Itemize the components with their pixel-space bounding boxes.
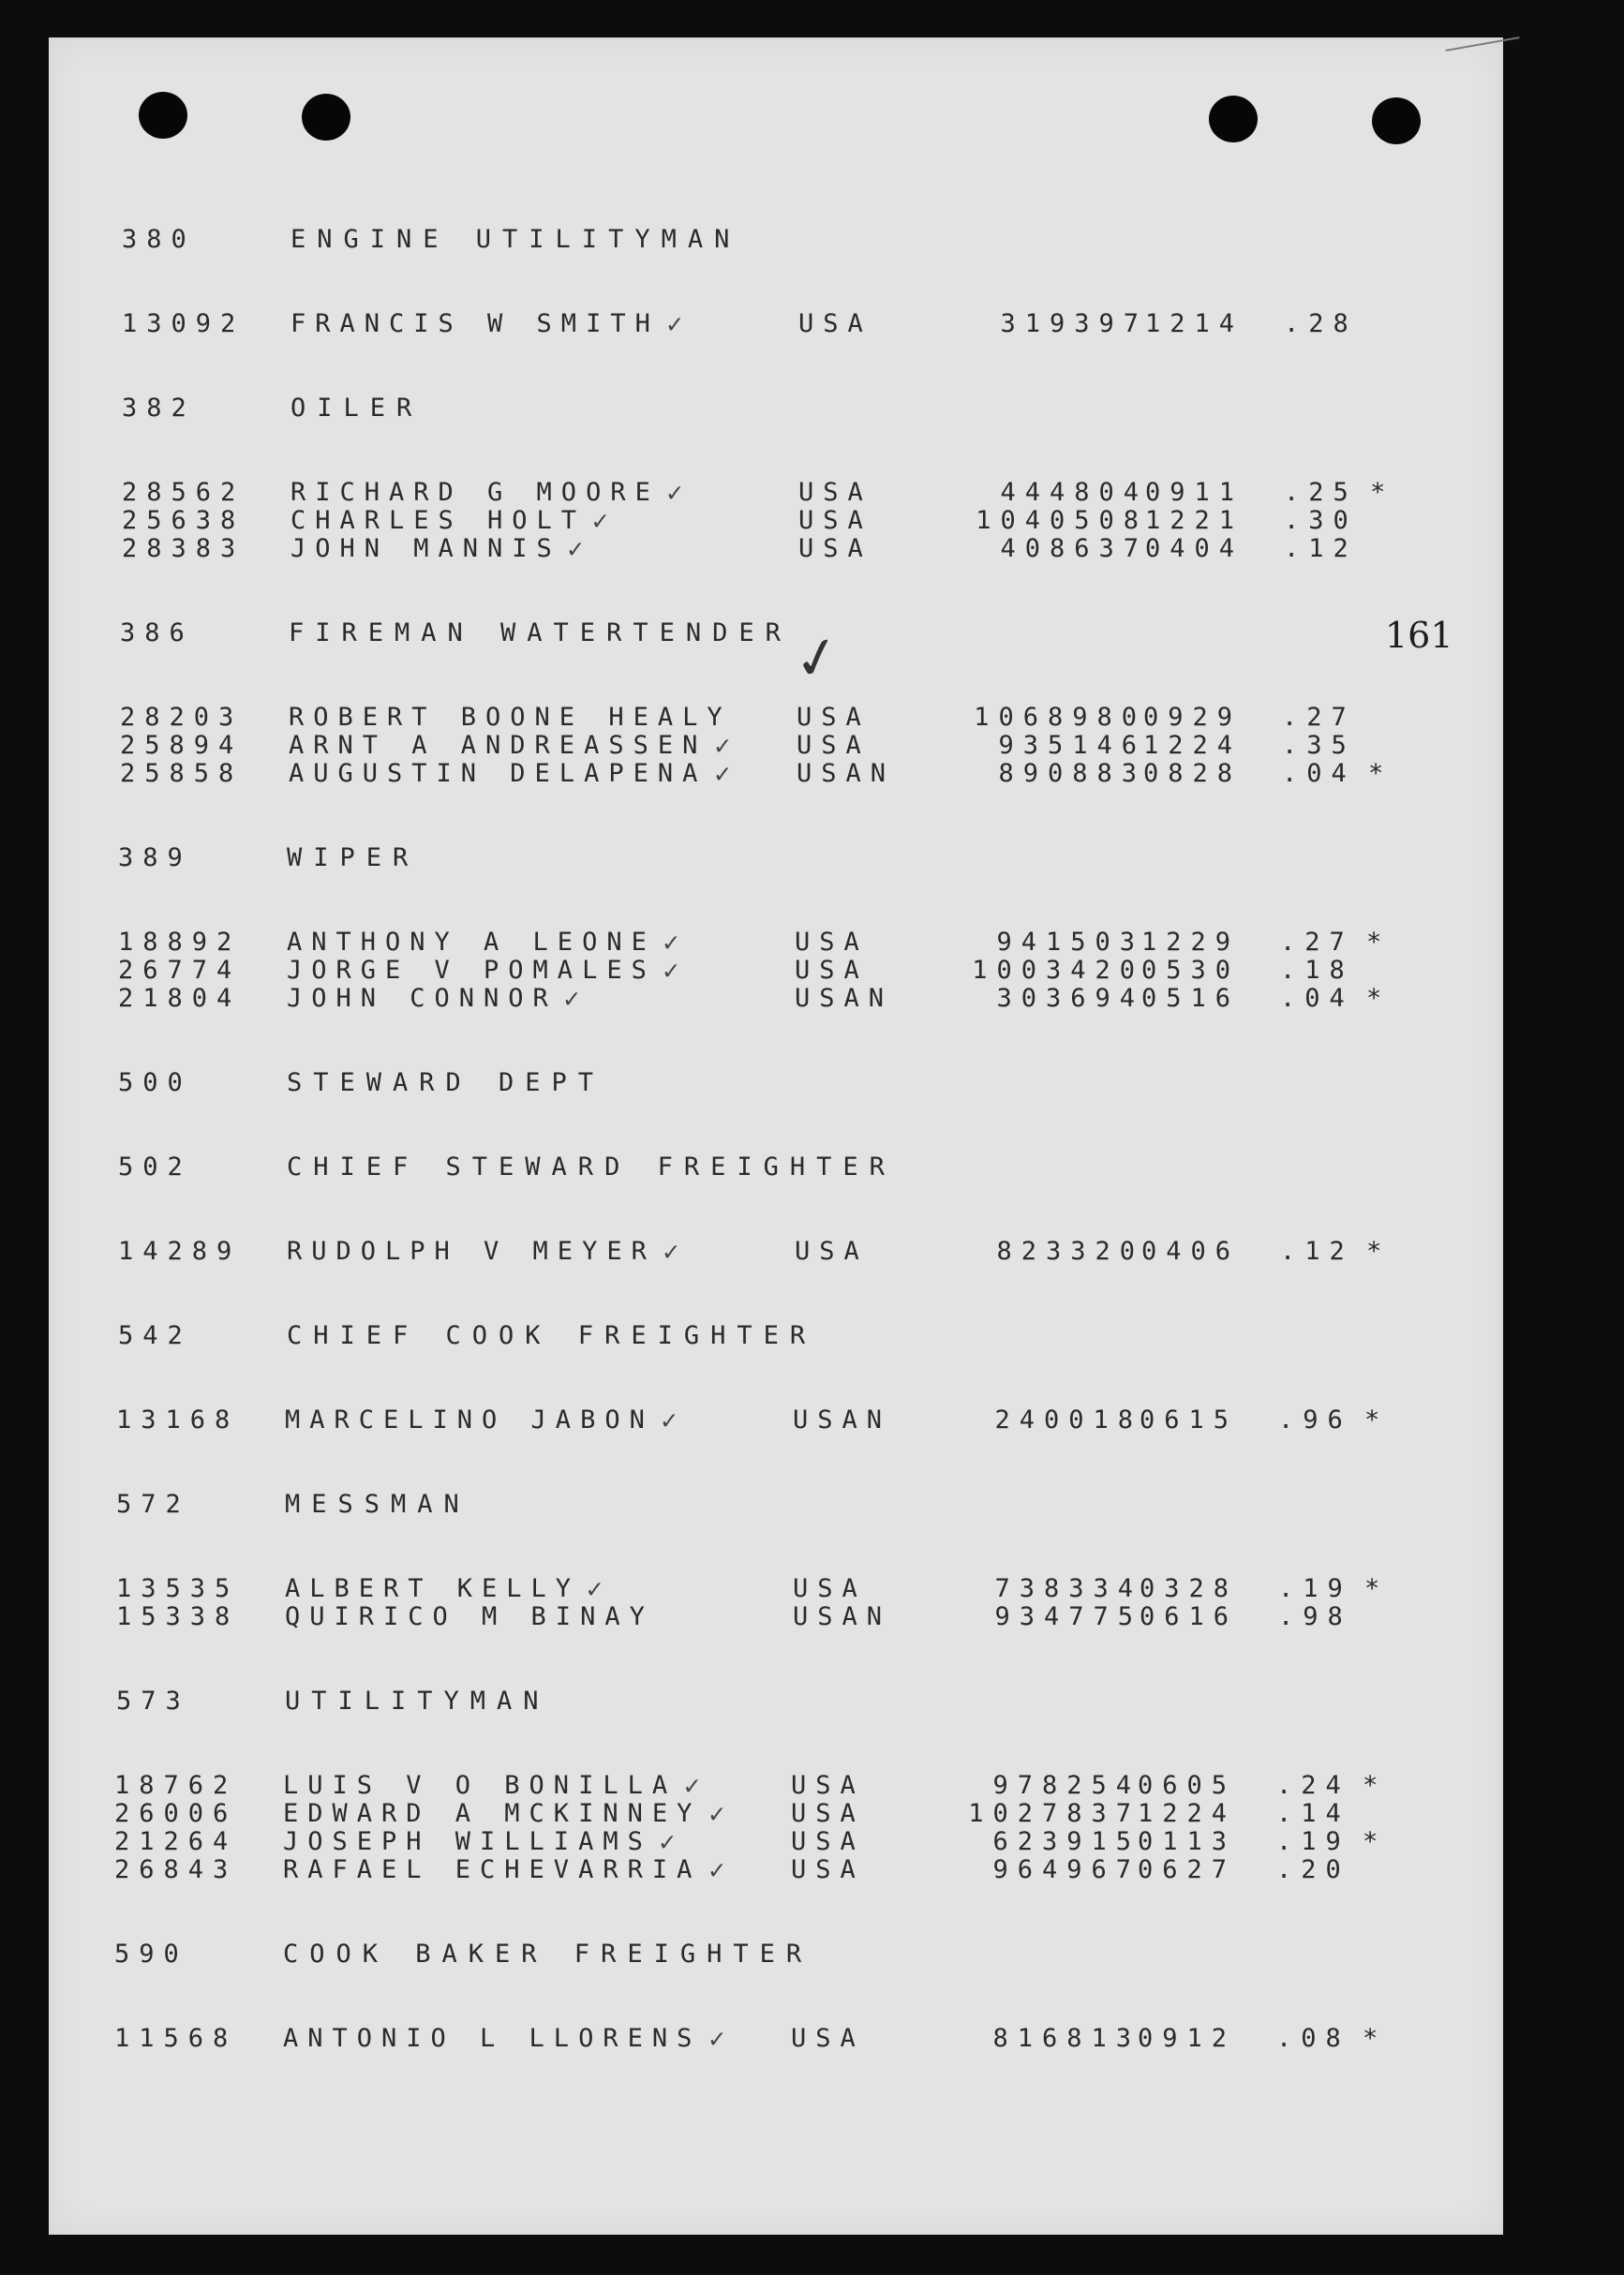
checkmark-icon: ✓ (714, 758, 731, 789)
document-number: 1040508 (976, 506, 1148, 535)
document-number: 1027837 (968, 1799, 1140, 1828)
crew-name: CHARLES HOLT (291, 506, 587, 535)
amount: .35 (1282, 731, 1356, 760)
amount: .04 (1280, 984, 1354, 1013)
date-code: 0328 (1140, 1574, 1239, 1603)
nationality: USA (798, 309, 872, 338)
crew-entry-row (49, 534, 1454, 564)
crew-entry-row (49, 309, 1454, 339)
crew-name: AUGUSTIN DELAPENA (289, 759, 708, 788)
crew-id: 21264 (114, 1827, 238, 1856)
job-code: 590 (114, 1940, 188, 1969)
amount: .14 (1276, 1799, 1350, 1828)
nationality: USA (798, 534, 872, 563)
document-number: 444804 (1000, 478, 1148, 507)
crew-name: LUIS V O BONILLA (283, 1771, 678, 1800)
asterisk-mark: * (1363, 1827, 1378, 1856)
checkmark-icon: ✓ (587, 1573, 603, 1604)
job-code: 500 (118, 1068, 192, 1097)
asterisk-mark: * (1366, 1237, 1382, 1266)
nationality: USA (795, 1237, 869, 1266)
document-number: 934775 (994, 1602, 1142, 1631)
document-number: 240018 (994, 1405, 1142, 1435)
crew-name: JOHN CONNOR (287, 984, 558, 1013)
job-title: MESSMAN (285, 1490, 470, 1519)
crew-name: RAFAEL ECHEVARRIA (283, 1855, 702, 1884)
crew-name: EDWARD A MCKINNEY (283, 1799, 702, 1828)
crew-entry-row (43, 1574, 1449, 1604)
checkmark-icon: ✓ (684, 1770, 700, 1801)
section-heading (45, 1321, 1451, 1351)
amount: .28 (1284, 309, 1358, 338)
crew-id: 14289 (118, 1237, 242, 1266)
crew-entry-row (45, 1237, 1451, 1267)
page-number: 161 (1385, 615, 1453, 656)
date-code: 0615 (1140, 1405, 1239, 1435)
crew-list (49, 37, 1503, 2235)
job-title: COOK BAKER FREIGHTER (283, 1940, 813, 1969)
job-code: 542 (118, 1321, 192, 1350)
checkmark-icon: ✓ (567, 533, 584, 564)
document-page (49, 37, 1503, 2235)
document-number: 738334 (994, 1574, 1142, 1603)
job-title: STEWARD DEPT (287, 1068, 605, 1097)
checkmark-icon: ✓ (708, 2023, 725, 2054)
amount: .19 (1276, 1827, 1350, 1856)
crew-name: ANTONIO L LLORENS (283, 2024, 702, 2053)
crew-entry-row (41, 1855, 1447, 1885)
amount: .19 (1278, 1574, 1352, 1603)
nationality: USA (791, 2024, 865, 2053)
crew-name: MARCELINO JABON (285, 1405, 654, 1435)
crew-entry-row (43, 1405, 1449, 1435)
asterisk-mark: * (1366, 928, 1382, 957)
amount: .98 (1278, 1602, 1352, 1631)
crew-id: 18892 (118, 928, 242, 957)
checkmark-icon: ✓ (708, 1798, 725, 1829)
date-code: 0929 (1143, 703, 1243, 732)
amount: .04 (1282, 759, 1356, 788)
job-title: FIREMAN WATERTENDER (289, 618, 792, 647)
section-heading (41, 1940, 1447, 1970)
date-code: 0627 (1138, 1855, 1237, 1884)
crew-id: 25858 (120, 759, 244, 788)
section-heading (45, 1152, 1451, 1182)
crew-id: 13168 (116, 1405, 240, 1435)
crew-entry-row (47, 703, 1453, 733)
job-title: WIPER (287, 843, 420, 872)
job-code: 573 (116, 1687, 190, 1716)
nationality: USA (793, 1574, 867, 1603)
crew-name: JORGE V POMALES (287, 956, 656, 985)
crew-entry-row (45, 928, 1451, 958)
section-heading (45, 1068, 1451, 1098)
document-number: 623915 (992, 1827, 1140, 1856)
nationality: USAN (797, 759, 896, 788)
amount: .18 (1280, 956, 1354, 985)
checkmark-icon: ✓ (666, 477, 683, 508)
job-code: 382 (122, 394, 196, 423)
job-title: CHIEF STEWARD FREIGHTER (287, 1152, 896, 1182)
amount: .12 (1280, 1237, 1354, 1266)
job-title: ENGINE UTILITYMAN (291, 225, 741, 254)
date-code: 1214 (1145, 309, 1244, 338)
crew-id: 15338 (116, 1602, 240, 1631)
nationality: USAN (795, 984, 894, 1013)
nationality: USA (798, 506, 872, 535)
checkmark-large-icon: ✓ (787, 621, 848, 696)
crew-id: 25894 (120, 731, 244, 760)
document-number: 941503 (996, 928, 1144, 957)
crew-id: 13092 (122, 309, 246, 338)
crew-id: 13535 (116, 1574, 240, 1603)
crew-id: 28383 (122, 534, 246, 563)
amount: .96 (1278, 1405, 1352, 1435)
date-code: 1224 (1143, 731, 1243, 760)
section-heading (49, 394, 1454, 424)
job-code: 386 (120, 618, 194, 647)
date-code: 0516 (1141, 984, 1241, 1013)
asterisk-mark: * (1366, 984, 1382, 1013)
document-number: 964967 (992, 1855, 1140, 1884)
crew-name: QUIRICO M BINAY (285, 1602, 654, 1631)
date-code: 0828 (1143, 759, 1243, 788)
asterisk-mark: * (1363, 2024, 1378, 2053)
amount: .30 (1284, 506, 1358, 535)
nationality: USA (797, 731, 871, 760)
document-number: 1068980 (974, 703, 1146, 732)
asterisk-mark: * (1370, 478, 1386, 507)
document-number: 978254 (992, 1771, 1140, 1800)
checkmark-icon: ✓ (659, 1826, 676, 1857)
crew-entry-row (49, 506, 1454, 536)
amount: .25 (1284, 478, 1358, 507)
crew-name: ROBERT BOONE HEALY (289, 703, 732, 732)
document-number: 408637 (1000, 534, 1148, 563)
crew-id: 21804 (118, 984, 242, 1013)
checkmark-icon: ✓ (563, 983, 580, 1014)
date-code: 0404 (1145, 534, 1244, 563)
nationality: USA (795, 956, 869, 985)
checkmark-icon: ✓ (708, 1854, 725, 1885)
crew-entry-row (45, 956, 1451, 986)
checkmark-icon: ✓ (663, 1236, 679, 1267)
amount: .12 (1284, 534, 1358, 563)
crew-id: 26843 (114, 1855, 238, 1884)
crew-name: JOSEPH WILLIAMS (283, 1827, 652, 1856)
crew-entry-row (41, 1827, 1447, 1857)
document-number: 935146 (998, 731, 1146, 760)
date-code: 0911 (1145, 478, 1244, 507)
crew-id: 28203 (120, 703, 244, 732)
checkmark-icon: ✓ (661, 1405, 678, 1435)
nationality: USAN (793, 1602, 892, 1631)
nationality: USA (791, 1855, 865, 1884)
job-code: 389 (118, 843, 192, 872)
section-heading (45, 843, 1451, 873)
nationality: USA (797, 703, 871, 732)
crew-name: ANTHONY A LEONE (287, 928, 656, 957)
nationality: USA (791, 1771, 865, 1800)
nationality: USA (791, 1799, 865, 1828)
crew-entry-row (47, 731, 1453, 761)
amount: .27 (1280, 928, 1354, 957)
crew-id: 18762 (114, 1771, 238, 1800)
crew-entry-row (41, 1771, 1447, 1801)
date-code: 1229 (1141, 928, 1241, 957)
crew-name: FRANCIS W SMITH (291, 309, 660, 338)
job-code: 380 (122, 225, 196, 254)
job-code: 502 (118, 1152, 192, 1182)
crew-entry-row (41, 2024, 1447, 2054)
job-code: 572 (116, 1490, 190, 1519)
checkmark-icon: ✓ (663, 927, 679, 958)
section-heading (49, 225, 1454, 255)
document-number: 319397 (1000, 309, 1148, 338)
document-number: 816813 (992, 2024, 1140, 2053)
nationality: USA (795, 928, 869, 957)
date-code: 0406 (1141, 1237, 1241, 1266)
crew-id: 26006 (114, 1799, 238, 1828)
section-heading (43, 1687, 1449, 1717)
section-heading (47, 618, 1453, 648)
date-code: 0530 (1141, 956, 1241, 985)
date-code: 1221 (1145, 506, 1244, 535)
date-code: 0912 (1138, 2024, 1237, 2053)
checkmark-icon: ✓ (666, 308, 683, 339)
crew-entry-row (47, 759, 1453, 789)
crew-id: 11568 (114, 2024, 238, 2053)
job-title: OILER (291, 394, 424, 423)
date-code: 0605 (1138, 1771, 1237, 1800)
checkmark-icon: ✓ (714, 730, 731, 761)
crew-entry-row (41, 1799, 1447, 1829)
amount: .20 (1276, 1855, 1350, 1884)
amount: .27 (1282, 703, 1356, 732)
date-code: 1224 (1138, 1799, 1237, 1828)
asterisk-mark: * (1364, 1574, 1380, 1603)
crew-name: ARNT A ANDREASSEN (289, 731, 708, 760)
job-title: CHIEF COOK FREIGHTER (287, 1321, 817, 1350)
date-code: 0616 (1140, 1602, 1239, 1631)
crew-name: RUDOLPH V MEYER (287, 1237, 656, 1266)
crew-name: RICHARD G MOORE (291, 478, 660, 507)
nationality: USA (791, 1827, 865, 1856)
asterisk-mark: * (1364, 1405, 1380, 1435)
crew-entry-row (49, 478, 1454, 508)
crew-name: ALBERT KELLY (285, 1574, 581, 1603)
section-heading (43, 1490, 1449, 1520)
checkmark-icon: ✓ (663, 955, 679, 986)
crew-entry-row (43, 1602, 1449, 1632)
nationality: USAN (793, 1405, 892, 1435)
asterisk-mark: * (1368, 759, 1384, 788)
asterisk-mark: * (1363, 1771, 1378, 1800)
date-code: 0113 (1138, 1827, 1237, 1856)
crew-id: 28562 (122, 478, 246, 507)
crew-id: 25638 (122, 506, 246, 535)
document-number: 890883 (998, 759, 1146, 788)
nationality: USA (798, 478, 872, 507)
crew-id: 26774 (118, 956, 242, 985)
checkmark-icon: ✓ (592, 505, 608, 536)
crew-name: JOHN MANNIS (291, 534, 561, 563)
document-number: 823320 (996, 1237, 1144, 1266)
crew-entry-row (45, 984, 1451, 1014)
amount: .08 (1276, 2024, 1350, 2053)
amount: .24 (1276, 1771, 1350, 1800)
document-number: 303694 (996, 984, 1144, 1013)
job-title: UTILITYMAN (285, 1687, 550, 1716)
document-number: 1003420 (972, 956, 1144, 985)
